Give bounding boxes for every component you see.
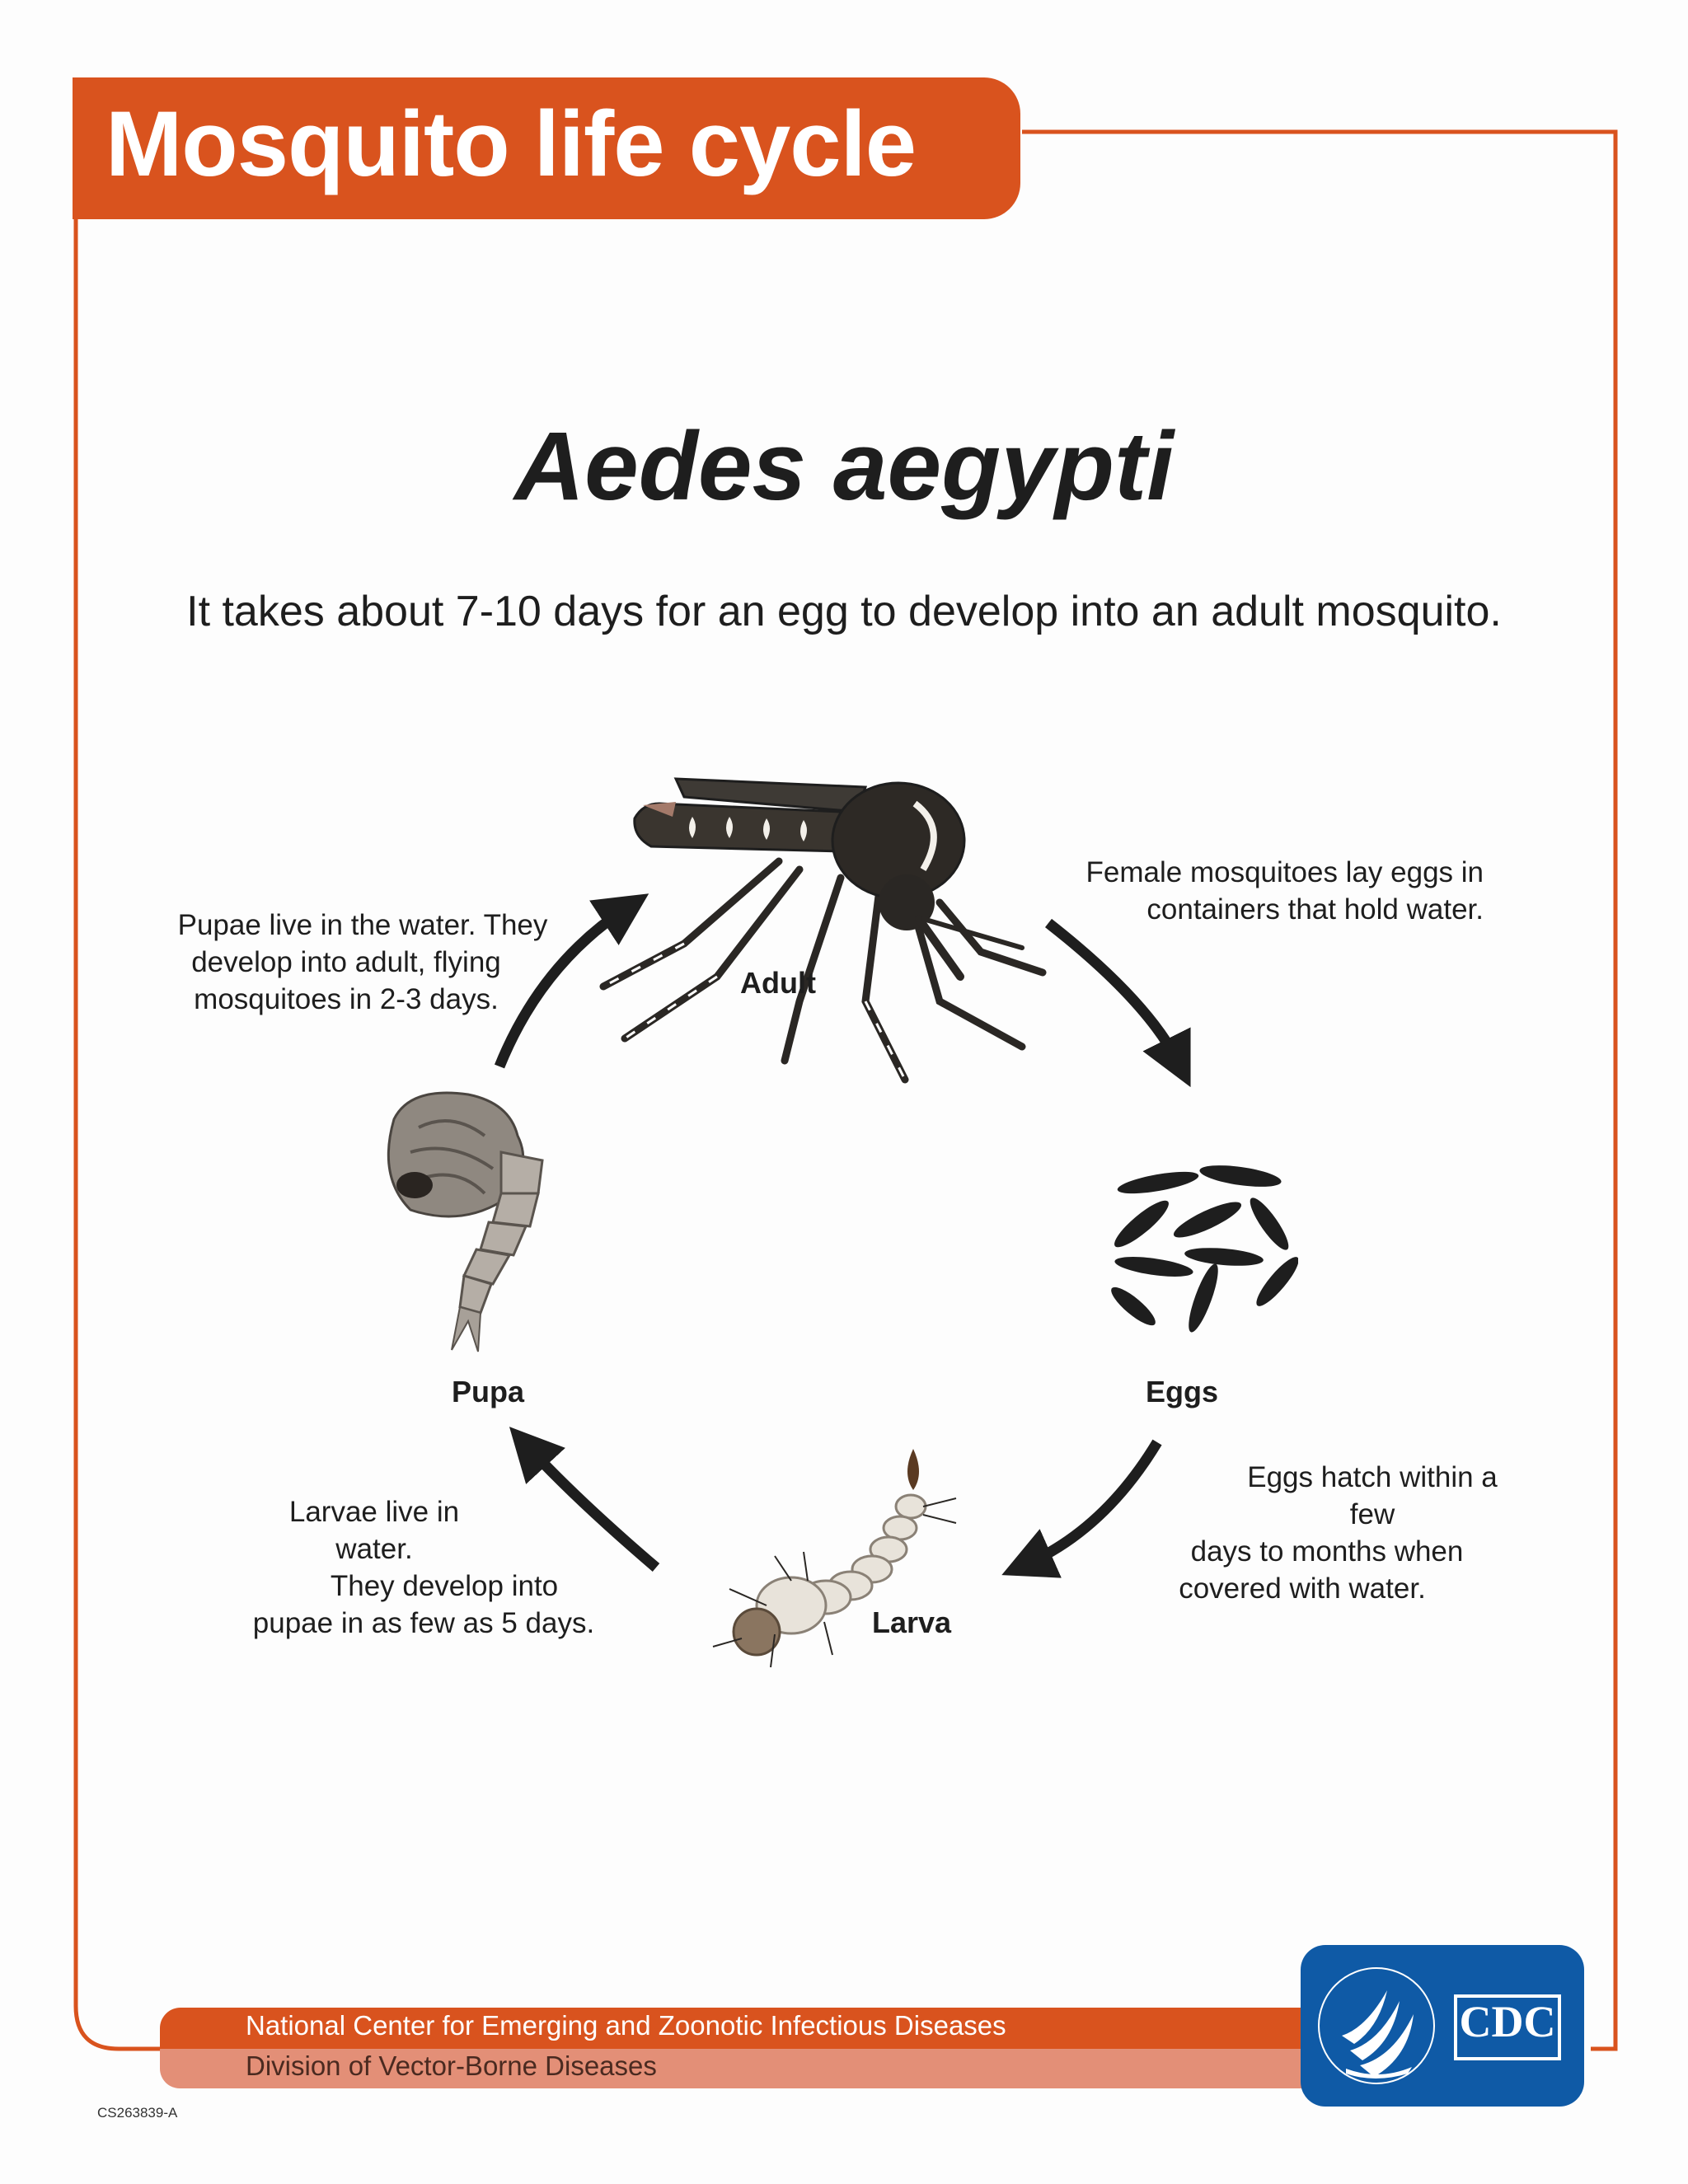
subtitle: It takes about 7-10 days for an egg to develop into an adult mosquito.: [186, 588, 1502, 635]
desc-line: pupae in as few as 5 days.: [252, 1607, 595, 1639]
document-code: CS263839-A: [97, 2105, 178, 2121]
arrow-eggs-to-larva: [1026, 1442, 1157, 1564]
desc-line: They develop into: [330, 1570, 559, 1602]
desc-line: Female mosquitoes lay eggs in: [1085, 856, 1484, 888]
eggs-illustration: [1109, 1158, 1298, 1335]
desc-line: containers that hold water.: [1146, 893, 1484, 926]
arrow-adult-to-eggs: [1048, 923, 1179, 1063]
pupa-illustration: [377, 1086, 608, 1358]
desc-line: mosquitoes in 2-3 days.: [194, 983, 499, 1015]
desc-line: Pupae live in the water. They: [177, 909, 548, 941]
desc-line: covered with water.: [1179, 1572, 1426, 1605]
desc-pupae: [165, 907, 560, 1018]
adult-mosquito-illustration: [593, 754, 1055, 1092]
desc-line: Eggs hatch within a few: [1247, 1461, 1498, 1530]
desc-line: develop into adult, flying: [191, 946, 501, 978]
desc-eggs-laid: [1071, 854, 1484, 928]
stage-label-eggs: Eggs: [1146, 1375, 1219, 1408]
desc-eggs-hatch: [1142, 1459, 1512, 1607]
stage-label-larva: Larva: [872, 1605, 952, 1639]
desc-line: Larvae live in water.: [288, 1496, 460, 1565]
stage-label-adult: Adult: [740, 966, 816, 1000]
page-title: Mosquito life cycle: [106, 92, 916, 195]
desc-larvae: [251, 1493, 597, 1642]
footer-center-name: National Center for Emerging and Zoonotic Infectious Diseases: [246, 2010, 1006, 2041]
footer-division-name: Division of Vector-Borne Diseases: [246, 2050, 657, 2081]
cdc-wordmark: CDC: [1459, 1997, 1556, 2046]
stage-label-pupa: Pupa: [452, 1375, 525, 1408]
species-name: Aedes aegypti: [513, 412, 1175, 521]
desc-line: days to months when: [1190, 1535, 1464, 1568]
